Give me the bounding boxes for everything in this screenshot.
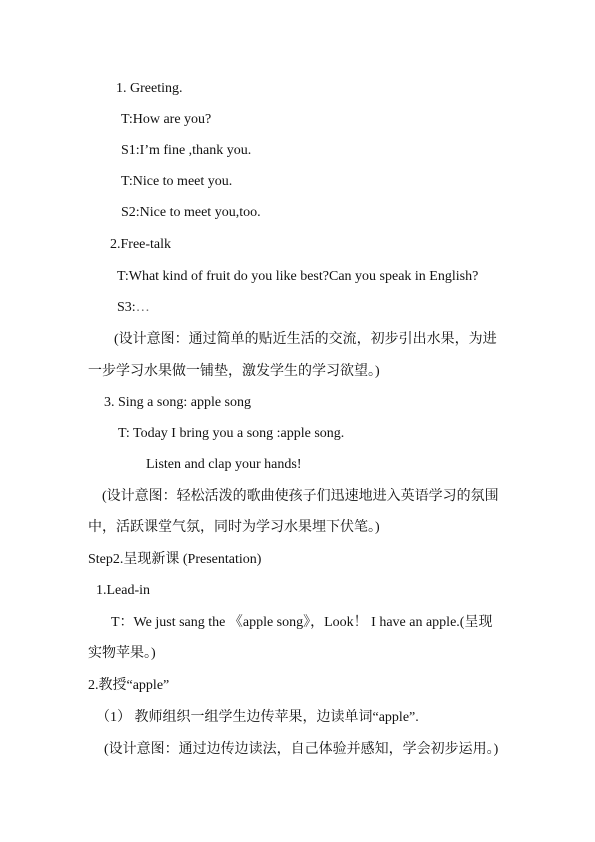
dialogue-line: 实物苹果。): [88, 646, 156, 661]
dialogue-line: T：We just sang the 《apple song》，Look！ I have an apple.(呈现: [111, 615, 493, 630]
dialogue-line: S1:I’m fine ,thank you.: [121, 143, 252, 158]
procedure-step: （1） 教师组织一组学生边传苹果，边读单词“apple”.: [96, 710, 419, 725]
design-note: (设计意图：轻松活泼的歌曲使孩子们迅速地进入英语学习的氛围: [102, 489, 499, 504]
design-note: (设计意图：通过边传边读法，自己体验并感知，学会初步运用。): [104, 742, 499, 757]
song-heading: 3. Sing a song: apple song: [104, 395, 251, 410]
dialogue-line: T: Today I bring you a song :apple song.: [118, 426, 345, 441]
ellipsis: …: [135, 300, 150, 315]
student-label: S3:: [117, 300, 136, 315]
free-talk-heading: 2.Free-talk: [110, 237, 172, 252]
instruction-line: Listen and clap your hands!: [146, 457, 302, 472]
dialogue-line: T:What kind of fruit do you like best?Can you speak in English?: [117, 269, 479, 284]
dialogue-line: S2:Nice to meet you,too.: [121, 205, 261, 220]
teach-apple-heading: 2.教授“apple”: [88, 678, 170, 693]
dialogue-line: T:Nice to meet you.: [121, 174, 233, 189]
lead-in-heading: 1.Lead-in: [96, 583, 151, 598]
dialogue-line: T:How are you?: [121, 112, 212, 127]
step2-heading: Step2.呈现新课 (Presentation): [88, 552, 262, 567]
dialogue-line: [117, 299, 150, 317]
greeting-heading: 1. Greeting.: [116, 81, 183, 96]
design-note: (设计意图：通过简单的贴近生活的交流，初步引出水果，为进: [114, 332, 497, 347]
design-note: 中，活跃课堂气氛，同时为学习水果埋下伏笔。): [88, 520, 380, 535]
design-note: 一步学习水果做一铺垫，激发学生的学习欲望。): [88, 364, 380, 379]
